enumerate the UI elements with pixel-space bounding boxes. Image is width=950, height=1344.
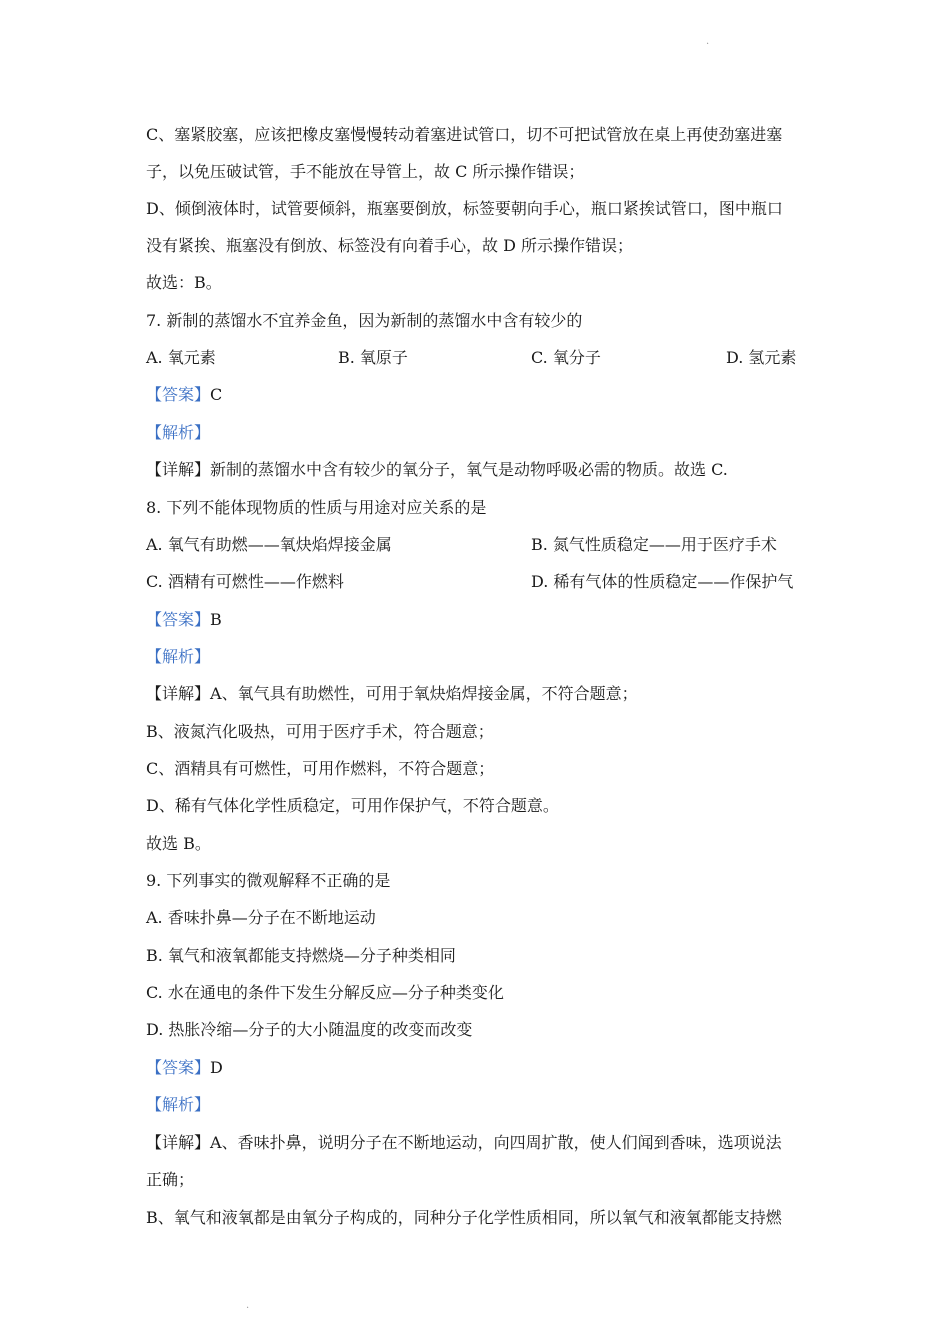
answer-value: B	[210, 610, 222, 629]
q8-stem: 8. 下列不能体现物质的性质与用途对应关系的是	[146, 498, 487, 517]
q9-stem: 9. 下列事实的微观解释不正确的是	[146, 871, 391, 890]
q9-detail-b1: B、氧气和液氧都是由氧分子构成的，同种分子化学性质相同，所以氧气和液氧都能支持燃	[146, 1208, 782, 1227]
q7-answer	[146, 385, 222, 405]
q7-analysis	[146, 423, 210, 443]
q8-option-b: B. 氮气性质稳定——用于医疗手术	[531, 535, 777, 554]
detail-text: 新制的蒸馏水中含有较少的氧分子，氧气是动物呼吸必需的物质。故选 C.	[210, 460, 728, 479]
detail-tag: 【详解】	[146, 1133, 211, 1152]
analysis-tag: 【解析】	[146, 1095, 211, 1114]
top-mark: .	[706, 36, 710, 47]
q8-detail-d: D、稀有气体化学性质稳定，可用作保护气，不符合题意。	[146, 796, 559, 815]
answer-value: D	[210, 1058, 223, 1077]
bottom-mark: .	[246, 1300, 250, 1311]
q9-option-d: D. 热胀冷缩—分子的大小随温度的改变而改变	[146, 1020, 473, 1039]
analysis-tag: 【解析】	[146, 647, 211, 666]
q7-option-a: A. 氧元素	[146, 348, 216, 367]
text-line-c1: C、塞紧胶塞，应该把橡皮塞慢慢转动着塞进试管口，切不可把试管放在桌上再使劲塞进塞	[146, 125, 783, 144]
answer-tag: 【答案】	[146, 610, 211, 629]
q9-answer	[146, 1058, 223, 1078]
answer-tag: 【答案】	[146, 385, 211, 404]
q7-option-d: D. 氢元素	[726, 348, 797, 367]
q9-analysis	[146, 1095, 210, 1115]
detail-tag: 【详解】	[146, 460, 211, 479]
text-line-d2: 没有紧挨、瓶塞没有倒放、标签没有向着手心，故 D 所示操作错误；	[146, 236, 634, 255]
q8-detail-a	[146, 684, 638, 704]
q8-answer	[146, 610, 222, 630]
detail-text: A、香味扑鼻，说明分子在不断地运动，向四周扩散，使人们闻到香味，选项说法	[210, 1133, 782, 1152]
q9-option-c: C. 水在通电的条件下发生分解反应—分子种类变化	[146, 983, 504, 1002]
detail-tag: 【详解】	[146, 684, 211, 703]
text-line-select6: 故选：B。	[146, 273, 222, 292]
q9-detail-a2: 正确；	[146, 1170, 195, 1189]
analysis-tag: 【解析】	[146, 423, 211, 442]
q9-option-b: B. 氧气和液氧都能支持燃烧—分子种类相同	[146, 946, 456, 965]
q7-option-b: B. 氧原子	[338, 348, 408, 367]
q8-option-c: C. 酒精有可燃性——作燃料	[146, 572, 344, 591]
q9-detail-a1	[146, 1133, 782, 1153]
q9-option-a: A. 香味扑鼻—分子在不断地运动	[146, 908, 376, 927]
answer-tag: 【答案】	[146, 1058, 211, 1077]
text-line-d1: D、倾倒液体时，试管要倾斜，瓶塞要倒放，标签要朝向手心，瓶口紧挨试管口，图中瓶口	[146, 199, 783, 218]
q8-detail-c: C、酒精具有可燃性，可用作燃料，不符合题意；	[146, 759, 495, 778]
q7-stem: 7. 新制的蒸馏水不宜养金鱼，因为新制的蒸馏水中含有较少的	[146, 311, 583, 330]
q8-option-d: D. 稀有气体的性质稳定——作保护气	[531, 572, 794, 591]
q7-detail	[146, 460, 728, 480]
q7-option-c: C. 氧分子	[531, 348, 601, 367]
answer-value: C	[210, 385, 223, 404]
text-line-c2: 子，以免压破试管，手不能放在导管上，故 C 所示操作错误；	[146, 162, 585, 181]
q8-select: 故选 B。	[146, 834, 211, 853]
q8-option-a: A. 氧气有助燃——氧炔焰焊接金属	[146, 535, 392, 554]
detail-text: A、氧气具有助燃性，可用于氧炔焰焊接金属，不符合题意；	[210, 684, 638, 703]
q8-analysis	[146, 647, 210, 667]
q8-detail-b: B、液氮汽化吸热，可用于医疗手术，符合题意；	[146, 722, 494, 741]
